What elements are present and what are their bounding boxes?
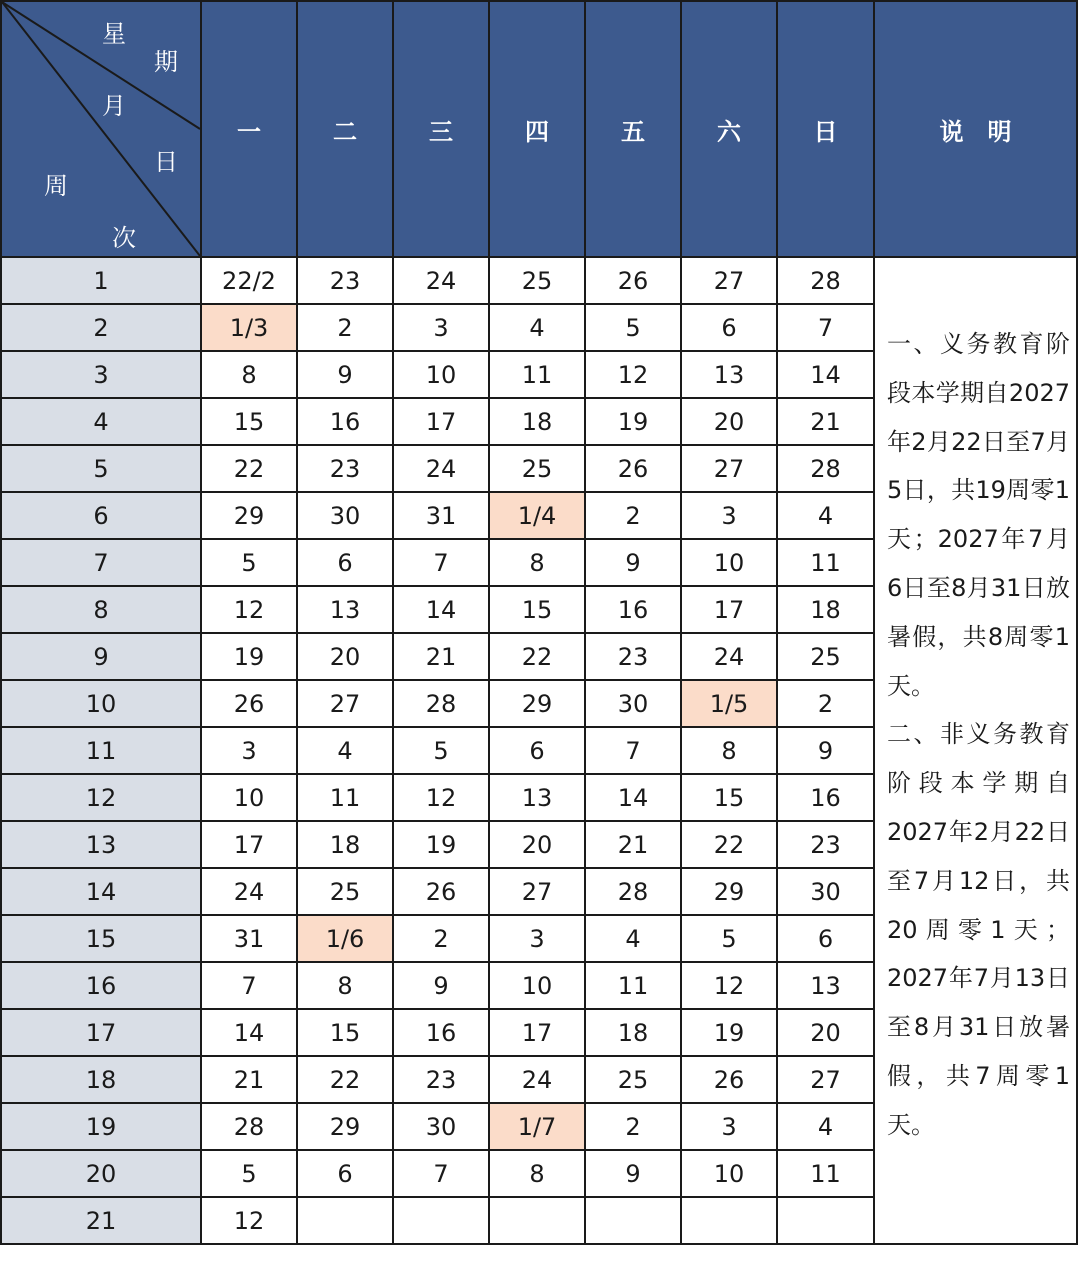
date-cell: 12 bbox=[681, 962, 777, 1009]
date-cell: 30 bbox=[585, 680, 681, 727]
date-cell: 23 bbox=[585, 633, 681, 680]
date-cell: 28 bbox=[777, 445, 874, 492]
date-cell: 15 bbox=[201, 398, 297, 445]
date-cell: 16 bbox=[297, 398, 393, 445]
date-cell: 22 bbox=[297, 1056, 393, 1103]
date-cell: 13 bbox=[777, 962, 874, 1009]
date-cell: 1/6 bbox=[297, 915, 393, 962]
week-number-cell: 16 bbox=[1, 962, 201, 1009]
date-cell: 30 bbox=[777, 868, 874, 915]
date-cell: 2 bbox=[777, 680, 874, 727]
date-cell: 3 bbox=[681, 1103, 777, 1150]
date-cell: 23 bbox=[393, 1056, 489, 1103]
date-cell: 17 bbox=[393, 398, 489, 445]
week-number-cell: 6 bbox=[1, 492, 201, 539]
date-cell: 6 bbox=[489, 727, 585, 774]
notes-text bbox=[875, 258, 1076, 1150]
header-day-fri: 五 bbox=[585, 1, 681, 257]
date-cell: 25 bbox=[585, 1056, 681, 1103]
date-cell: 16 bbox=[393, 1009, 489, 1056]
header-day-thu: 四 bbox=[489, 1, 585, 257]
date-cell: 4 bbox=[489, 304, 585, 351]
header-day-mon: 一 bbox=[201, 1, 297, 257]
corner-label-ri: 日 bbox=[154, 148, 178, 176]
date-cell: 27 bbox=[681, 445, 777, 492]
date-cell: 13 bbox=[489, 774, 585, 821]
header-row bbox=[1, 1, 1077, 257]
header-day-sun: 日 bbox=[777, 1, 874, 257]
date-cell: 14 bbox=[777, 351, 874, 398]
date-cell: 23 bbox=[297, 257, 393, 304]
week-number-cell: 21 bbox=[1, 1197, 201, 1244]
week-number-cell: 15 bbox=[1, 915, 201, 962]
week-number-cell: 1 bbox=[1, 257, 201, 304]
date-cell: 7 bbox=[201, 962, 297, 1009]
date-cell: 22 bbox=[681, 821, 777, 868]
date-cell: 14 bbox=[201, 1009, 297, 1056]
week-number-cell: 20 bbox=[1, 1150, 201, 1197]
date-cell: 18 bbox=[585, 1009, 681, 1056]
date-cell: 11 bbox=[297, 774, 393, 821]
week-number-cell: 9 bbox=[1, 633, 201, 680]
date-cell: 29 bbox=[201, 492, 297, 539]
date-cell: 24 bbox=[201, 868, 297, 915]
date-cell: 22/2 bbox=[201, 257, 297, 304]
date-cell: 19 bbox=[585, 398, 681, 445]
date-cell: 29 bbox=[681, 868, 777, 915]
date-cell: 18 bbox=[297, 821, 393, 868]
date-cell: 1/4 bbox=[489, 492, 585, 539]
date-cell: 9 bbox=[585, 539, 681, 586]
date-cell: 12 bbox=[201, 586, 297, 633]
date-cell: 14 bbox=[585, 774, 681, 821]
note-compulsory-education: 一、义务教育阶段本学期自2027年2月22日至7月5日，共19周零1天；2027年7月6日至8月31日放暑假，共8周零1天。 bbox=[887, 330, 1070, 700]
date-cell: 23 bbox=[297, 445, 393, 492]
date-cell: 21 bbox=[393, 633, 489, 680]
date-cell: 31 bbox=[201, 915, 297, 962]
corner-diagonal-lines bbox=[2, 2, 200, 256]
corner-header-cell bbox=[1, 1, 201, 257]
date-cell: 24 bbox=[681, 633, 777, 680]
date-cell: 21 bbox=[201, 1056, 297, 1103]
date-cell: 20 bbox=[777, 1009, 874, 1056]
date-cell: 29 bbox=[297, 1103, 393, 1150]
date-cell: 31 bbox=[393, 492, 489, 539]
date-cell: 25 bbox=[489, 257, 585, 304]
date-cell: 3 bbox=[681, 492, 777, 539]
date-cell: 8 bbox=[489, 539, 585, 586]
date-cell: 28 bbox=[777, 257, 874, 304]
date-cell: 8 bbox=[201, 351, 297, 398]
date-cell: 22 bbox=[201, 445, 297, 492]
date-cell: 9 bbox=[393, 962, 489, 1009]
date-cell bbox=[585, 1197, 681, 1244]
date-cell: 9 bbox=[585, 1150, 681, 1197]
calendar-body bbox=[1, 257, 1077, 1244]
header-day-tue: 二 bbox=[297, 1, 393, 257]
date-cell: 4 bbox=[777, 492, 874, 539]
date-cell bbox=[777, 1197, 874, 1244]
date-cell: 30 bbox=[297, 492, 393, 539]
date-cell: 10 bbox=[201, 774, 297, 821]
week-number-cell: 4 bbox=[1, 398, 201, 445]
date-cell: 21 bbox=[585, 821, 681, 868]
date-cell: 26 bbox=[201, 680, 297, 727]
date-cell: 28 bbox=[585, 868, 681, 915]
date-cell: 8 bbox=[489, 1150, 585, 1197]
date-cell: 9 bbox=[297, 351, 393, 398]
date-cell: 7 bbox=[777, 304, 874, 351]
date-cell: 5 bbox=[393, 727, 489, 774]
date-cell: 29 bbox=[489, 680, 585, 727]
date-cell: 1/7 bbox=[489, 1103, 585, 1150]
date-cell: 11 bbox=[489, 351, 585, 398]
date-cell: 19 bbox=[201, 633, 297, 680]
date-cell: 6 bbox=[297, 539, 393, 586]
date-cell: 19 bbox=[681, 1009, 777, 1056]
date-cell: 12 bbox=[393, 774, 489, 821]
week-number-cell: 8 bbox=[1, 586, 201, 633]
date-cell: 11 bbox=[777, 1150, 874, 1197]
date-cell: 13 bbox=[681, 351, 777, 398]
date-cell: 10 bbox=[393, 351, 489, 398]
header-note-title: 说 明 bbox=[874, 1, 1077, 257]
date-cell: 2 bbox=[585, 492, 681, 539]
date-cell: 25 bbox=[489, 445, 585, 492]
date-cell: 18 bbox=[489, 398, 585, 445]
date-cell: 20 bbox=[297, 633, 393, 680]
corner-label-yue: 月 bbox=[102, 92, 126, 120]
date-cell: 20 bbox=[681, 398, 777, 445]
week-number-cell: 5 bbox=[1, 445, 201, 492]
week-number-cell: 11 bbox=[1, 727, 201, 774]
date-cell: 14 bbox=[393, 586, 489, 633]
date-cell: 3 bbox=[489, 915, 585, 962]
date-cell: 8 bbox=[681, 727, 777, 774]
corner-label-xing: 星 bbox=[102, 20, 126, 48]
date-cell: 26 bbox=[681, 1056, 777, 1103]
corner-label-qi: 期 bbox=[154, 48, 178, 76]
date-cell bbox=[393, 1197, 489, 1244]
date-cell bbox=[297, 1197, 393, 1244]
date-cell: 4 bbox=[297, 727, 393, 774]
date-cell: 2 bbox=[393, 915, 489, 962]
corner-label-zhou: 周 bbox=[44, 172, 68, 200]
corner-label-ci: 次 bbox=[112, 224, 136, 252]
date-cell: 15 bbox=[681, 774, 777, 821]
date-cell: 1/5 bbox=[681, 680, 777, 727]
week-number-cell: 10 bbox=[1, 680, 201, 727]
date-cell: 24 bbox=[393, 445, 489, 492]
date-cell: 2 bbox=[297, 304, 393, 351]
date-cell: 27 bbox=[297, 680, 393, 727]
week-number-cell: 17 bbox=[1, 1009, 201, 1056]
date-cell: 26 bbox=[393, 868, 489, 915]
date-cell: 6 bbox=[297, 1150, 393, 1197]
date-cell: 27 bbox=[489, 868, 585, 915]
week-number-cell: 14 bbox=[1, 868, 201, 915]
date-cell: 16 bbox=[777, 774, 874, 821]
date-cell: 21 bbox=[777, 398, 874, 445]
date-cell: 12 bbox=[585, 351, 681, 398]
date-cell: 26 bbox=[585, 445, 681, 492]
date-cell: 25 bbox=[777, 633, 874, 680]
date-cell: 11 bbox=[585, 962, 681, 1009]
date-cell bbox=[489, 1197, 585, 1244]
date-cell: 7 bbox=[393, 539, 489, 586]
date-cell: 10 bbox=[681, 1150, 777, 1197]
header-day-sat: 六 bbox=[681, 1, 777, 257]
date-cell: 1/3 bbox=[201, 304, 297, 351]
date-cell: 9 bbox=[777, 727, 874, 774]
date-cell: 8 bbox=[297, 962, 393, 1009]
date-cell: 11 bbox=[777, 539, 874, 586]
header-day-wed: 三 bbox=[393, 1, 489, 257]
date-cell: 30 bbox=[393, 1103, 489, 1150]
week-row bbox=[1, 257, 1077, 304]
week-number-cell: 7 bbox=[1, 539, 201, 586]
date-cell: 15 bbox=[297, 1009, 393, 1056]
date-cell: 12 bbox=[201, 1197, 297, 1244]
week-number-cell: 19 bbox=[1, 1103, 201, 1150]
date-cell: 28 bbox=[393, 680, 489, 727]
date-cell: 17 bbox=[489, 1009, 585, 1056]
week-number-cell: 2 bbox=[1, 304, 201, 351]
date-cell: 27 bbox=[681, 257, 777, 304]
date-cell: 5 bbox=[201, 1150, 297, 1197]
date-cell: 18 bbox=[777, 586, 874, 633]
date-cell: 13 bbox=[297, 586, 393, 633]
date-cell: 4 bbox=[585, 915, 681, 962]
date-cell: 24 bbox=[489, 1056, 585, 1103]
week-number-cell: 18 bbox=[1, 1056, 201, 1103]
date-cell: 2 bbox=[585, 1103, 681, 1150]
date-cell: 19 bbox=[393, 821, 489, 868]
date-cell: 26 bbox=[585, 257, 681, 304]
date-cell: 7 bbox=[585, 727, 681, 774]
date-cell: 6 bbox=[681, 304, 777, 351]
date-cell: 22 bbox=[489, 633, 585, 680]
date-cell bbox=[681, 1197, 777, 1244]
date-cell: 28 bbox=[201, 1103, 297, 1150]
date-cell: 16 bbox=[585, 586, 681, 633]
date-cell: 7 bbox=[393, 1150, 489, 1197]
week-number-cell: 3 bbox=[1, 351, 201, 398]
date-cell: 5 bbox=[585, 304, 681, 351]
date-cell: 25 bbox=[297, 868, 393, 915]
date-cell: 3 bbox=[201, 727, 297, 774]
note-non-compulsory-education: 二、非义务教育阶段本学期自2027年2月22日至7月12日，共20周零1天；2027年7月13日至8月31日放暑假，共7周零1天。 bbox=[887, 720, 1070, 1139]
date-cell: 5 bbox=[681, 915, 777, 962]
week-number-cell: 13 bbox=[1, 821, 201, 868]
date-cell: 23 bbox=[777, 821, 874, 868]
date-cell: 17 bbox=[201, 821, 297, 868]
date-cell: 3 bbox=[393, 304, 489, 351]
date-cell: 17 bbox=[681, 586, 777, 633]
date-cell: 10 bbox=[681, 539, 777, 586]
date-cell: 5 bbox=[201, 539, 297, 586]
notes-cell bbox=[874, 257, 1077, 1244]
date-cell: 6 bbox=[777, 915, 874, 962]
date-cell: 20 bbox=[489, 821, 585, 868]
date-cell: 10 bbox=[489, 962, 585, 1009]
date-cell: 24 bbox=[393, 257, 489, 304]
date-cell: 27 bbox=[777, 1056, 874, 1103]
week-number-cell: 12 bbox=[1, 774, 201, 821]
date-cell: 4 bbox=[777, 1103, 874, 1150]
date-cell: 15 bbox=[489, 586, 585, 633]
